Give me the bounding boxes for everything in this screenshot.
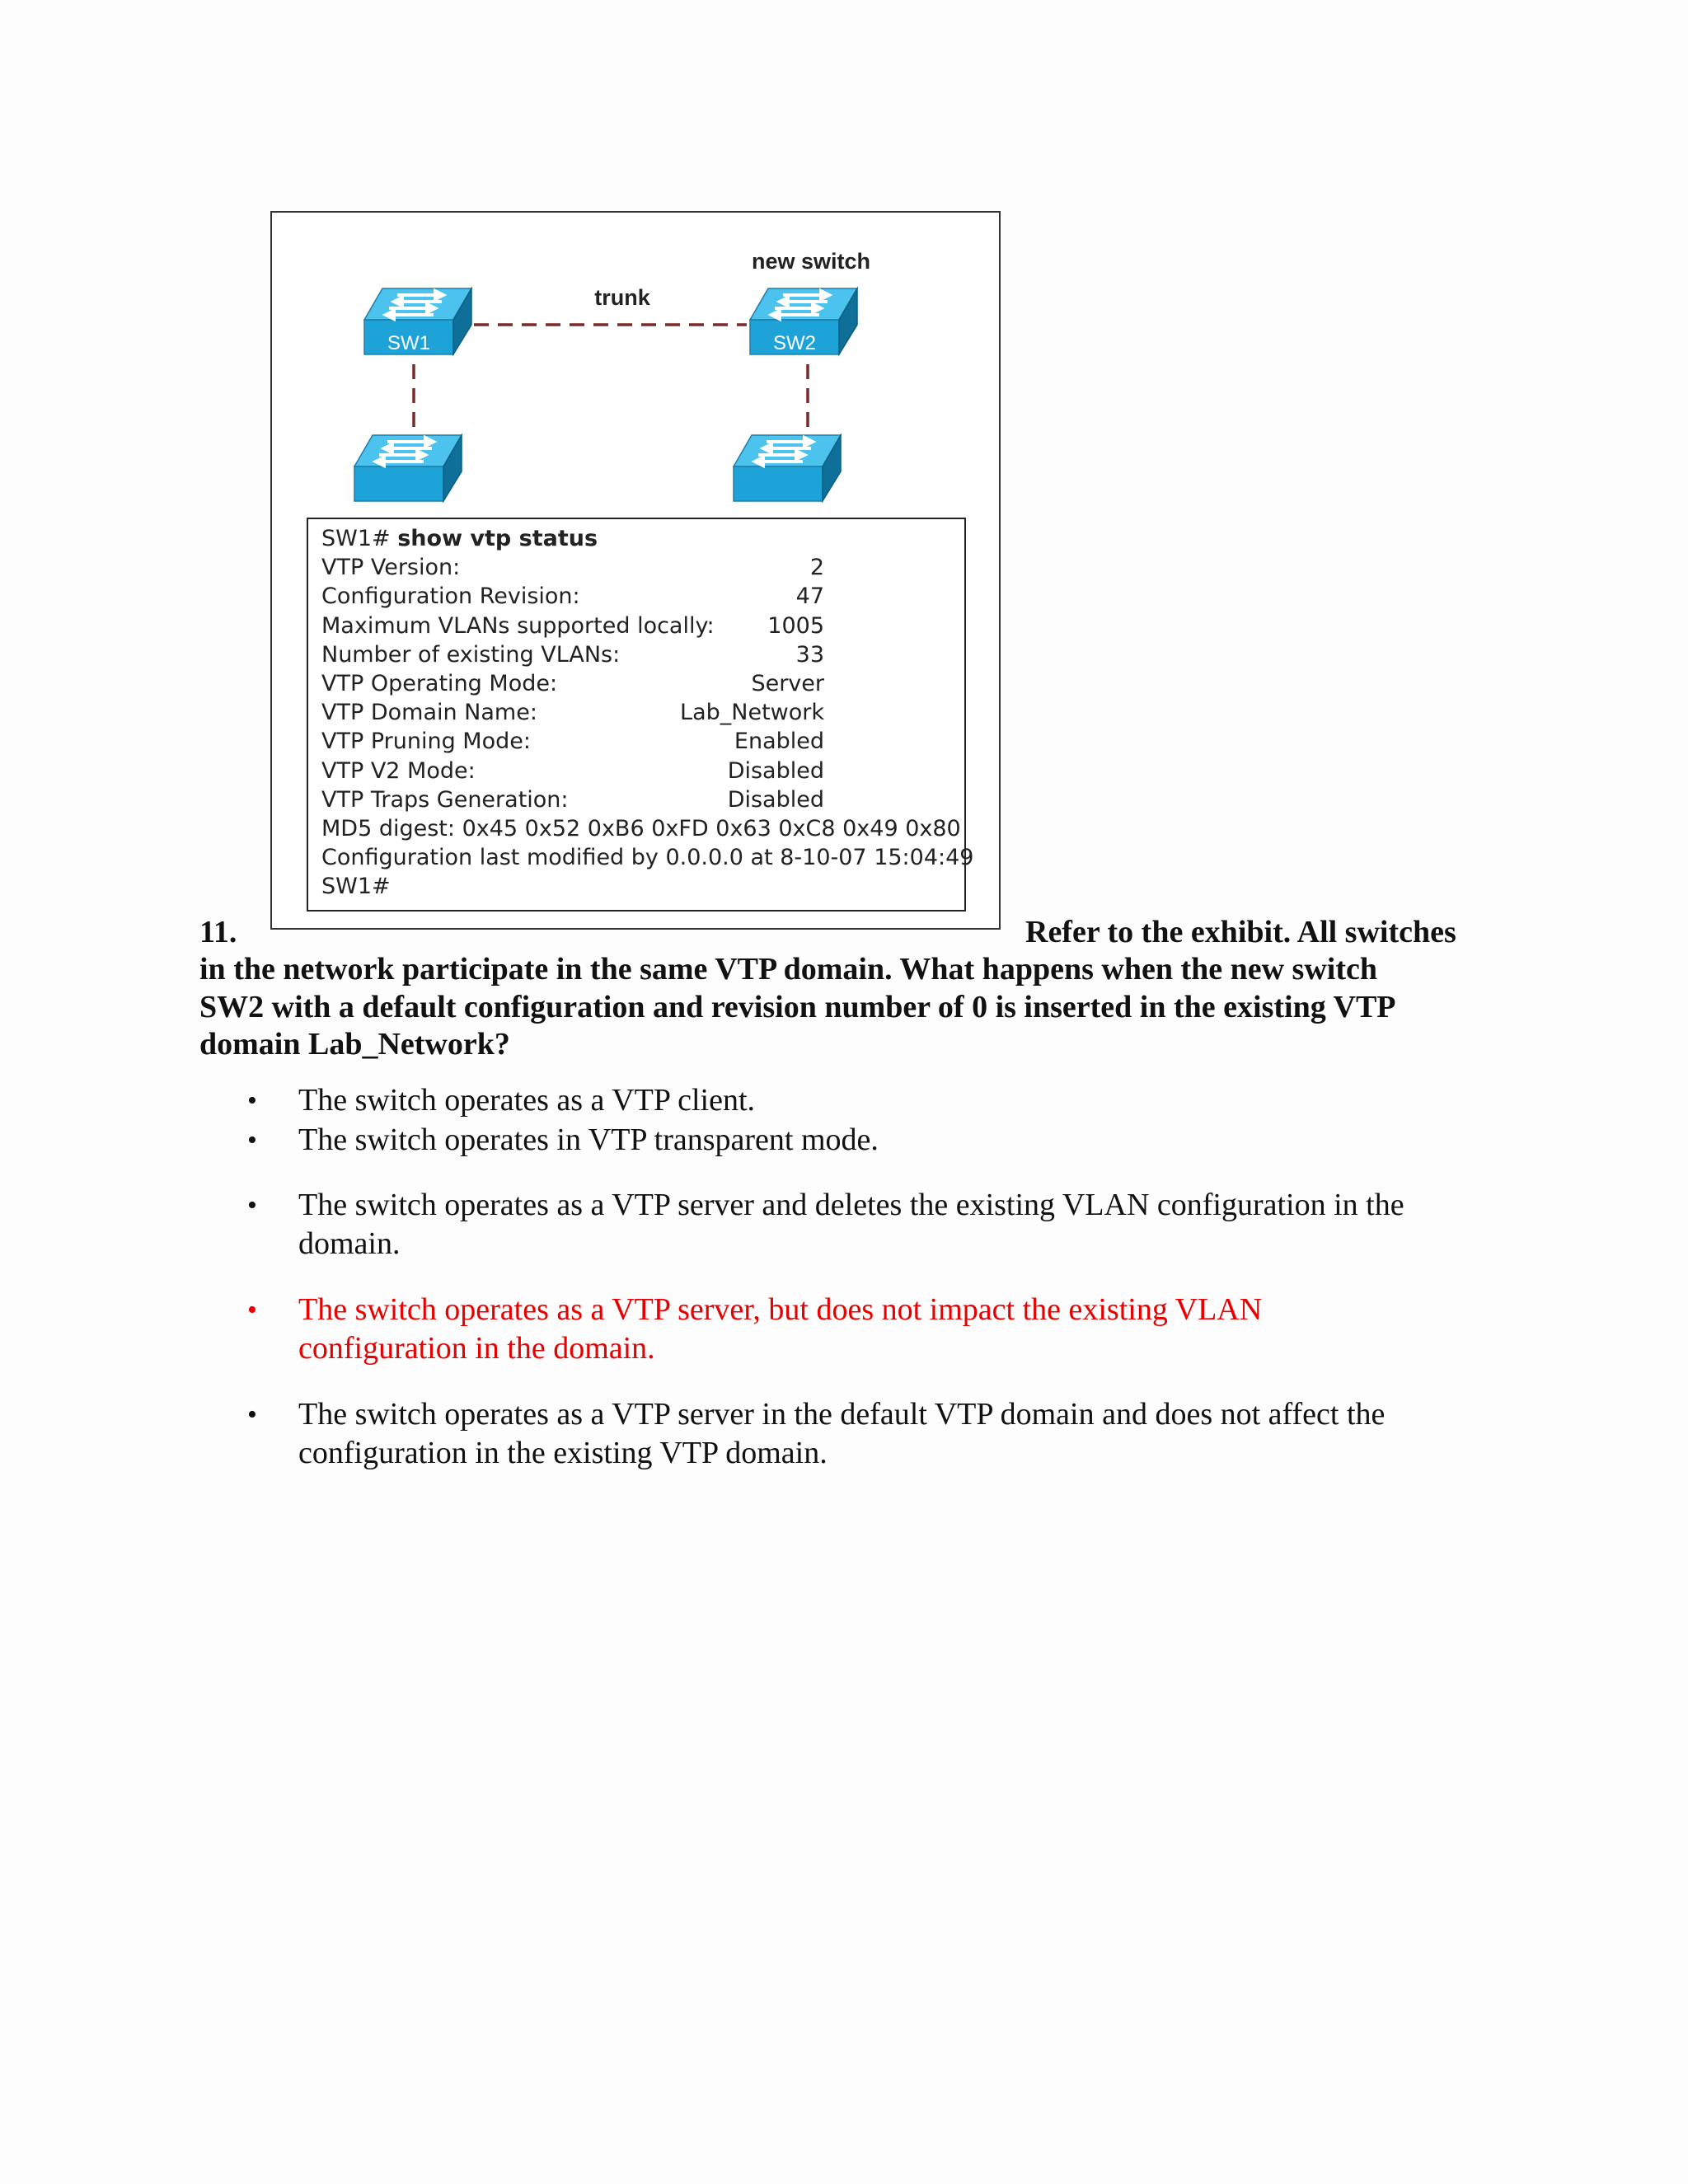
console-row-label: VTP V2 Mode:	[321, 757, 476, 784]
console-row-value: Enabled	[734, 729, 824, 755]
console-row-value: Lab_Network	[680, 700, 824, 726]
console-row	[321, 698, 964, 727]
console-row	[321, 582, 964, 611]
console-row-value: Server	[751, 670, 824, 696]
console-row	[321, 612, 964, 640]
console-row-label: VTP Version:	[321, 555, 461, 581]
md5-line: MD5 digest: 0x45 0x52 0xB6 0xFD 0x63 0xC8 0x49 0x80	[321, 815, 961, 841]
console-row-value: Disabled	[727, 786, 824, 813]
question-text	[199, 951, 1535, 1064]
console-row-value: 33	[795, 641, 824, 668]
console-row	[321, 553, 964, 582]
console-command: show vtp status	[397, 526, 598, 551]
answer-text-line: The switch operates in VTP transparent mode.	[298, 1122, 879, 1157]
trunk-label: trunk	[594, 285, 650, 310]
answer-text-line: domain.	[298, 1226, 401, 1261]
console-row	[321, 785, 964, 814]
sw1-label: SW1	[387, 332, 431, 354]
question-text-line-2: in the network participate in the same VTP domain. What happens when the new switch	[199, 952, 1377, 987]
console-row-value: 1005	[767, 612, 824, 639]
answer-option	[247, 1081, 1502, 1120]
exhibit	[270, 211, 1001, 930]
console-row-label: Configuration Revision:	[321, 583, 580, 610]
console-row-label: VTP Operating Mode:	[321, 670, 558, 696]
console-command-line	[321, 524, 964, 553]
question-number: 11.	[199, 915, 237, 949]
console-row-label: VTP Domain Name:	[321, 700, 537, 726]
vtp-status-output	[307, 518, 974, 912]
bullet-icon: •	[247, 1399, 257, 1430]
answer-text-line: The switch operates as a VTP client.	[298, 1083, 756, 1118]
answer-option	[247, 1121, 1502, 1160]
end-prompt: SW1#	[321, 874, 391, 900]
console-prompt: SW1#	[321, 526, 391, 551]
console-row-value: 47	[795, 583, 824, 610]
network-diagram	[272, 213, 999, 518]
console-row	[321, 757, 964, 785]
answer-option-correct	[247, 1291, 1502, 1368]
answer-text-line: The switch operates as a VTP server in the default VTP domain and does not affect the	[298, 1397, 1386, 1432]
console-row-value: 2	[809, 555, 824, 581]
console-row-value: Disabled	[727, 757, 824, 784]
answer-text-line: configuration in the existing VTP domain.	[298, 1436, 828, 1470]
answer-option	[247, 1186, 1502, 1263]
bullet-icon: •	[247, 1295, 257, 1325]
switch-icon	[354, 435, 462, 501]
modified-line: Configuration last modified by 0.0.0.0 at 8-10-07 15:04:49	[321, 845, 974, 871]
sw2-label: SW2	[772, 332, 817, 354]
question-text-line-4: domain Lab_Network?	[199, 1027, 510, 1062]
bullet-icon: •	[247, 1125, 257, 1155]
bullet-icon: •	[247, 1190, 257, 1221]
console-row	[321, 640, 964, 669]
bullet-icon: •	[247, 1085, 257, 1116]
console-row-label: VTP Pruning Mode:	[321, 729, 531, 755]
console-row	[321, 727, 964, 756]
console-row-label: VTP Traps Generation:	[321, 786, 569, 813]
answer-option	[247, 1395, 1502, 1473]
question-text-line-3: SW2 with a default configuration and revision number of 0 is inserted in the existing VTP	[199, 989, 1396, 1024]
question-text-line-1: Refer to the exhibit. All switches	[1025, 915, 1456, 949]
answer-text-line: configuration in the domain.	[298, 1331, 655, 1366]
answer-text-line: The switch operates as a VTP server, but does not impact the existing VLAN	[298, 1292, 1263, 1327]
console-row	[321, 669, 964, 698]
console-row-label: Maximum VLANs supported locally:	[321, 612, 715, 639]
new-switch-label: new switch	[751, 249, 871, 274]
switch-icon	[734, 435, 841, 501]
console-row-label: Number of existing VLANs:	[321, 641, 621, 668]
answer-text-line: The switch operates as a VTP server and deletes the existing VLAN configuration in the	[298, 1188, 1404, 1222]
